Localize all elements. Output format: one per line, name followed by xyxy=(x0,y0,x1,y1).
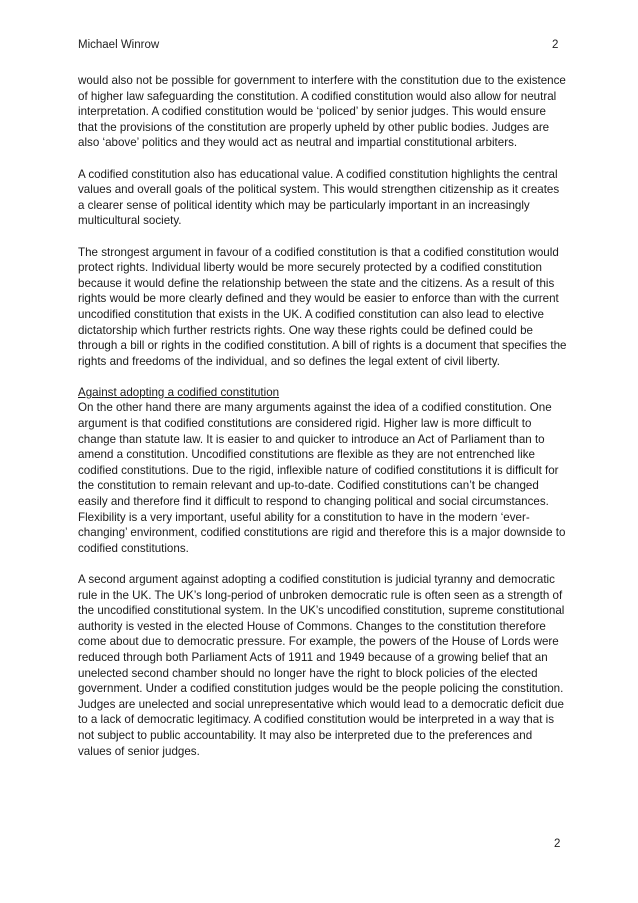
document-body xyxy=(78,73,568,775)
footer-page-number: 2 xyxy=(554,838,561,850)
section-heading: Against adopting a codified constitution xyxy=(78,385,280,399)
body-paragraph: The strongest argument in favour of a codified constitution is that a codified constitution would protect rights. Individual liberty would be more securely protected by a codified constitution because it would define the relationship between the state and the citizens. As a result of this rights would be more clearly defined and they would be easier to enforce than with the current uncodified constitution that exists in the UK. A codified constitution can also lead to elective dictatorship which further restricts rights. One way these rights could be defined could be through a bill or rights in the codified constitution. A bill of rights is a document that specifies the rights and freedoms of the individual, and so defines the legal extent of civil liberty. xyxy=(78,245,567,368)
section-paragraph: On the other hand there are many arguments against the idea of a codified constitution. One argument is that codified constitutions are considered rigid. Higher law is more difficult to change than statute law. It is easier to and quicker to introduce an Act of Parliament than to amend a constitution. Uncodified constitutions are flexible as they are not entrenched like codified constitutions. Due to the rigid, inflexible nature of codified constitutions it is difficult for the constitution to remain relevant and up-to-date. Codified constitutions can’t be changed easily and therefore find it difficult to respond to changing political and social circumstances. Flexibility is a very important, useful ability for a constitution to have in the modern ‘ever-changing’ environment, codified constitutions are rigid and therefore this is a major downside to codified constitutions. xyxy=(78,401,566,555)
body-paragraph: A codified constitution also has educational value. A codified constitution highlights the central values and overall goals of the political system. This would strengthen citizenship as it creates a clearer sense of political identity which may be particularly important in an increasingly multicultural society. xyxy=(78,167,560,228)
header-page-number: 2 xyxy=(552,39,559,51)
body-paragraph: would also not be possible for government to interfere with the constitution due to the existence of higher law safeguarding the constitution. A codified constitution would also allow for neutral interpretation. A codified constitution would be ‘policed’ by senior judges. This would ensure that the provisions of the constitution are properly upheld by other public bodies. Judges are also ‘above’ politics and they would act as neutral and impartial constitutional arbiters. xyxy=(78,74,566,150)
header-author: Michael Winrow xyxy=(78,39,160,51)
section-paragraph: A second argument against adopting a codified constitution is judicial tyranny and democratic rule in the UK. The UK’s long-period of unbroken democratic rule is often seen as a strength of the uncodified constitutional system. In the UK’s uncodified constitution, supreme constitutional authority is vested in the elected House of Commons. Changes to the constitution therefore come about due to democratic pressure. For example, the powers of the House of Lords were reduced through both Parliament Acts of 1911 and 1949 because of a growing belief that an unelected second chamber should no longer have the right to block policies of the elected government. Under a codified constitution judges would be the people policing the constitution. Judges are unelected and social unrepresentative which would lead to a democratic deficit due to a lack of democratic legitimacy. A codified constitution would be interpreted in a way that is not subject to public accountability. It may also be interpreted due to the preferences and values of senior judges. xyxy=(78,573,565,758)
